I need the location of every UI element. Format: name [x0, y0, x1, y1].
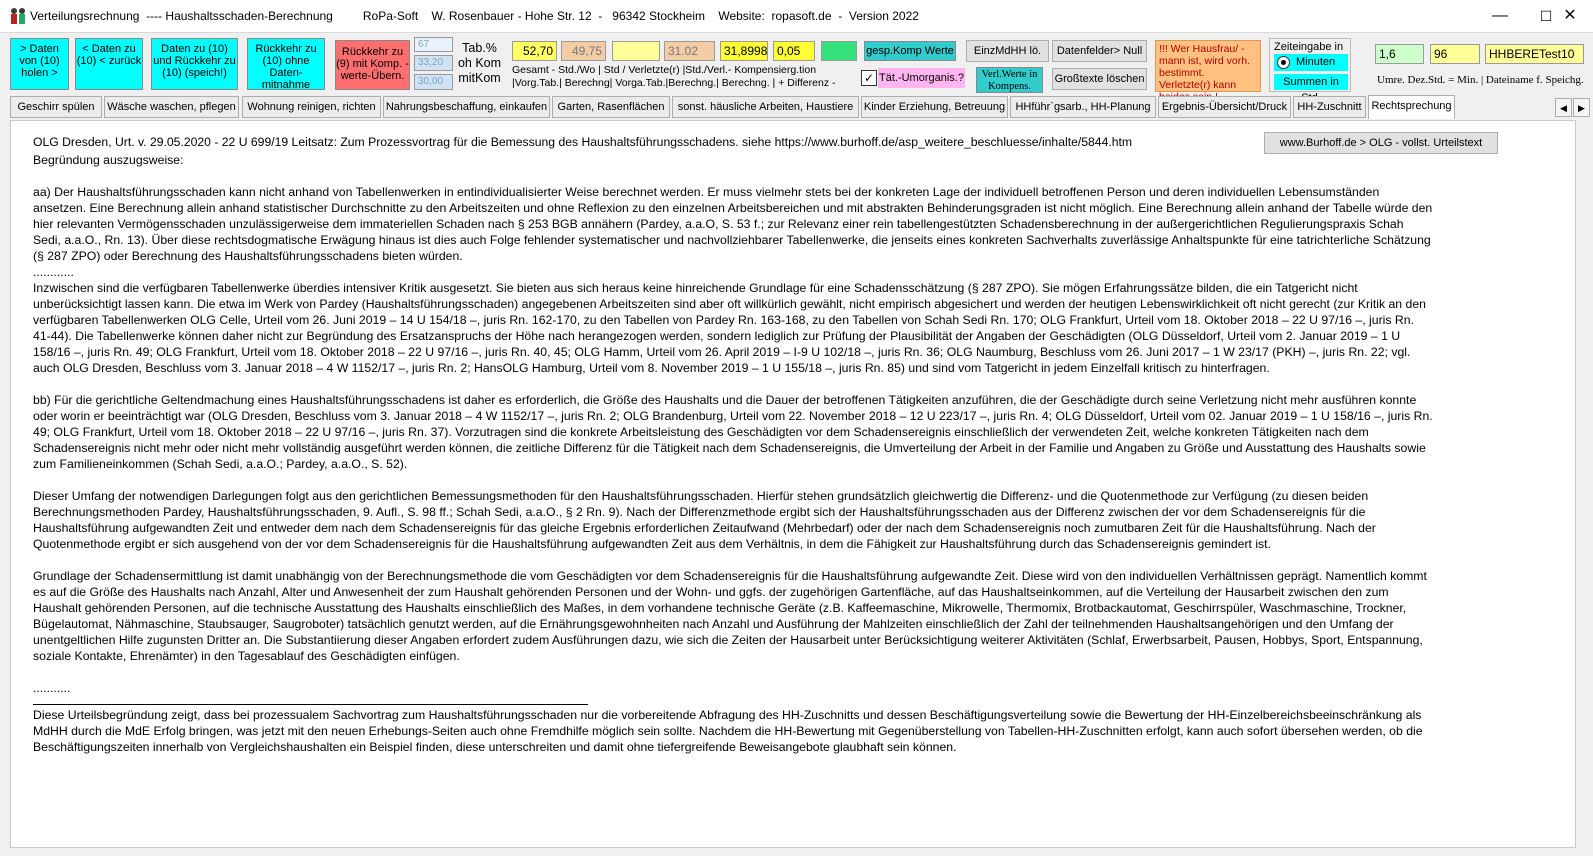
paragraph-bb: bb) Für die gerichtliche Geltendmachung eines Haushaltsführungsschadens ist daher es erforderlich, die Größe des Haushalts und die Dauer der betroffenen Tätigkeiten anzuführen, die der Geschädigte durch seine Verletzung nicht mehr ausführen konnte oder worin er beeinträchtigt war (OLG Dresden, Beschluss vom 3. Januar 2018 – 4 W 1152/17 –, juris Rn. 2; OLG Brandenburg, Urteil vom 22. November 2018 – 12 U 223/17 –, juris Rn. 4; OLG Düsseldorf, Urteil vom 02. Januar 2019 – 1 U 158/16 –, juris Rn. 49; OLG Frankfurt, Urteil vom 18. Oktober 2018 – 22 U 97/16 –, juris Rn. 37). Vorzutragen sind die konkrete Arbeitsleistung des Geschädigten vor dem Schadensereignis einschließlich der verwendeten Zeit, welche konkreten Tätigkeiten nach dem Schadensereignis nicht mehr oder nicht mehr vollständig ausgeführt werden können, die zeitliche Differenz für die Tätigkeit nach dem Schadensereignis, die Umverteilung der Arbeit in der Familie und Angaben zu Größe und Ausstattung des Haushalts sowie zum Familieneinkommen (Schah Sedi, a.a.O.; Pardey, a.a.O., S. 52).: [33, 393, 1433, 471]
tab-geschirr-spuelen[interactable]: Geschirr spülen: [10, 96, 102, 118]
paragraph-schadensermittlung: Grundlage der Schadensermittlung ist damit unabhängig von der Berechnungsmethode die vom Geschädigten vor dem Schadensereignis für die Haushaltsführung aufgewandte Zeit. Diese wird von den individuellen Verhältnissen geprägt. Namentlich kommt es auf die Größe des Haushalts nach Anzahl, Alter und Anwesenheit der zum Haushalt gehörenden Personen und der Wohn- und ggfs. der zugehörigen Gartenfläche, auf das Haushaltseinkommen, auf die Verteilung der Hausarbeit zwischen den zum Haushalt gehörenden Personen, auf die technische Ausstattung des Haushalts einschließlich des Maßes, in dem vorhandene technische Geräte (z.B. Kaffeemaschine, Mikrowelle, Thermomix, Brotbackautomat, Geschirrspüler, Waschmaschine, Trockner, Bügelautomat, Nähmaschine, Staubsauger, Saugroboter) tatsächlich genutzt werden, auf die Ernährungsgewohnheiten nach Anzahl und Ausführung der Mahlzeiten einschließlich der Zahl der teilnehmenden Haushaltsangehörigen und den Umfang der unentgeltlichen Hilfe zugunsten Dritter an. Die Substantiierung dieser Angaben erfordert zudem Ausführungen dazu, wie sich die Zeiten der Hausarbeit unter Berücksichtigung weiterer Aktivitäten (Schlaf, Erwerbsarbeit, Pausen, Hobbys, Sport, Entspannung, soziale Kontakte, Ehrenämter) in den Tagesablauf des Geschädigten einfügen.: [33, 569, 1427, 663]
tab-scroll-left-icon[interactable]: ◀: [1555, 98, 1572, 117]
minuten-label: Minuten: [1296, 56, 1336, 68]
umre-field[interactable]: 1,6: [1375, 44, 1424, 64]
title-bar: [0, 0, 1593, 33]
column-labels-row2: |Vorg.Tab.| Berechng| Vorga.Tab.|Berechng.| Berechng. | + Differenz -: [512, 77, 836, 89]
daten-zurueck-button[interactable]: < Daten zu (10) < zurück: [75, 38, 143, 90]
small-value-1[interactable]: 67: [414, 37, 453, 52]
maximize-button[interactable]: ☐: [1539, 8, 1553, 24]
tab-garten[interactable]: Garten, Rasenflächen: [552, 96, 670, 118]
gesp-komp-werte-button[interactable]: gesp.Komp Werte: [864, 41, 956, 61]
tab-wohnung-reinigen[interactable]: Wohnung reinigen, richten: [242, 96, 381, 118]
small-value-2[interactable]: 33,20: [414, 55, 453, 71]
tab-hh-planung[interactable]: HHführ`gsarb., HH-Planung: [1010, 96, 1156, 118]
paragraph-fazit: Diese Urteilsbegründung zeigt, dass bei prozessualem Sachvortrag zum Haushaltsführungsschaden nur die vorbereitende Abfragung des HH-Zuschnitts und dessen Beschäftigungsverteilung sowie die Bewertung der HH-Einzelbereichsbeeinschränkung als MdHH durch die MdE Erfolg bringen, was jetzt mit den neuen Erhebungs-Seiten auch ohne Fremdhilfe möglich sein sollte. Nachdem die HH-Bewertung mit Gegenüberstellung von Tabellen-HH-Zuschnitten erfolgt, kann auch sofort übersehen werden, ob die Beschäftigungszeiten innerhalb von Vergleichshaushalten ein Beispiel finden, diese unterschreiten und damit ohne tiefergreifende Beweisangebote glaubhaft sein können.: [33, 708, 1423, 754]
rueckkehr-ohne-daten-button[interactable]: Rückkehr zu (10) ohne Daten-mitnahme: [247, 38, 325, 90]
hausfrau-warning: !!! Wer Hausfrau/ -mann ist, wird vorh. bestimmt. Verletzte(r) kann: [1155, 40, 1261, 92]
umre-labels: Umre. Dez.Std. = Min. | Dateiname f. Speichg.: [1377, 74, 1584, 86]
verletzte-berechng-field[interactable]: 31.02: [664, 41, 715, 61]
tab-kinder-erziehung[interactable]: Kinder Erziehung, Betreuung: [861, 96, 1008, 118]
tab-percent-label: Tab.% oh Kom mitKom: [456, 41, 503, 91]
einzmdhh-loeschen-button[interactable]: EinzMdHH lö.: [966, 40, 1049, 62]
window-title: Verteilungsrechnung ---- Haushaltsschaden-Berechnung RoPa-Soft W. Rosenbauer - Hohe Str. 12 - 96342 Stockheim Website: ropasoft.de - Version 2022: [30, 9, 919, 23]
paragraph-aa: aa) Der Haushaltsführungsschaden kann nicht anhand von Tabellenwerken in entindividualisierter Weise berechnet werden. Er muss vielmehr stets bei der konkreten Lage der individuell betroffenen Person und deren individuellen Lebensumständen ansetzen. Eine Berechnung allein anhand statistischer Durchschnitte zu den Arbeitszeiten und ohne Reflexion zu den einzelnen Arbeitsbereichen und mit abstrakten Behinderungsgraden ist nicht möglich. Eine Berechnung allein anhand der Tabelle würde den hier relevanten Vermögensschaden unzulässigerweise dem immateriellen Schaden nach § 253 BGB annähern (Pardey, a.a.O, S. 53 f.; zur Relevanz einer rein tabellengestützten Schadensberechnung in der außergerichtlichen Regulierungspraxis Schah Sedi, a.a.O., Rn. 13). Über diese rechtsdogmatische Erwägung hinaus ist dies auch Folge fehlender systematischer und nachvollziehbarer Tabellenwerke, die jenseits eines konkreten Sachverhalts zuverlässige Anhaltspunkte für eine tatrichterliche Schätzung (§ 287 ZPO) oder Berechnung des Haushaltsführungsschadens bieten würden.: [33, 185, 1433, 263]
zeiteingabe-group: [1269, 38, 1351, 92]
tab-hh-zuschnitt[interactable]: HH-Zuschnitt: [1293, 96, 1366, 118]
grosstexte-loeschen-button[interactable]: Großtexte löschen: [1052, 68, 1147, 90]
green-status-field[interactable]: [821, 41, 857, 61]
close-button[interactable]: ✕: [1563, 7, 1577, 24]
tat-umorganis-checkbox[interactable]: ✓: [861, 70, 877, 86]
std-wo-berechng-field[interactable]: 49,75: [561, 41, 606, 61]
paragraph-bemessungsmethoden: Dieser Umfang der notwendigen Darlegungen folgt aus den gerichtlichen Bemessungsmethoden für den Haushaltsführungsschaden. Hierfür stehen grundsätzlich gleichwertig die Differenz- und die Quotenmethode zur Verfügung (zu diesen beiden Berechnungsmethoden Pardey, Haushaltsführungsschaden, 9. Aufl., S. 98 ff.; Schah Sedi, a.a.O., § 2 Rn. 9). Nach der Differenzmethode ergibt sich der Haushaltsführungsschaden aus der Differenz zwischen der vor dem Schadensereignis für die Haushaltsführung aufgewandten Zeit und entweder dem nach dem Schadensereignis für das gleiche Ergebnis erforderlichen Zeitaufwand (Mehrbedarf) oder der nach dem Schadensereignis noch zumutbaren Zeit für die Haushaltsführung. Nach der Quotenmethode ergibt er sich ausgehend von der vor dem Schadensereignis für die Haushaltsführung aufgewandten Zeit aus dem Verhältnis, in dem die Fähigkeit zur Haushaltsführung durch das Schadensereignis gemindert ist.: [33, 489, 1376, 551]
tab-sonst-haeusliche-arbeiten[interactable]: sonst. häusliche Arbeiten, Haustiere: [672, 96, 859, 118]
tab-ergebnis-uebersicht[interactable]: Ergebnis-Übersicht/Druck: [1158, 96, 1291, 118]
minimize-button[interactable]: —: [1492, 7, 1508, 24]
daten-holen-button[interactable]: > Daten von (10) holen >: [10, 38, 69, 90]
gesamt-vorg-tab-field[interactable]: 52,70: [512, 41, 557, 61]
kompensierung-berechng-field[interactable]: 31,8998: [720, 41, 768, 61]
summen-in-std-button[interactable]: Summen in: [1274, 74, 1348, 90]
small-value-3[interactable]: 30,00: [414, 74, 453, 90]
burhoff-link-button[interactable]: www.Burhoff.de > OLG - vollst. Urteilstext: [1264, 132, 1498, 154]
rueckkehr-mit-komp-button[interactable]: Rückkehr zu (9) mit Komp. -werte-Übern.: [335, 40, 410, 90]
daten-speichern-button[interactable]: Daten zu (10) und Rückkehr zu (10) (speich!): [151, 38, 238, 90]
std-vorga-tab-field[interactable]: [612, 41, 660, 61]
case-header: OLG Dresden, Urt. v. 29.05.2020 - 22 U 699/19 Leitsatz: Zum Prozessvortrag für die Bemessung des Haushaltsführungsschadens. siehe https://www.burhoff.de/asp_weitere_beschluesse/inhalte/5844.htm: [33, 135, 1133, 149]
paragraph-tabellen-kritik: Inzwischen sind die verfügbaren Tabellenwerke überdies intensiver Kritik ausgesetzt. Sie bieten aus sich heraus keine hinreichende Grundlage für eine Schadensschätzung (§ 287 ZPO). Sie mögen Erfahrungssätze bilden, die ein Tatgericht nicht unberücksichtigt lassen kann. Die etwa im Werk von Pardey (Haushaltsführungsschaden) angegebenen Arbeitszeiten sind aber oft willkürlich gewählt, nicht empirisch abgesichert und werden der heutigen Lebenswirklichkeit oft nicht gerecht (zur Kritik an den verfügbaren Tabellenwerken OLG Celle, Urteil vom 26. Juni 2019 – 14 U 154/18 –, juris Rn. 162-170, zu den Tabellen von Pardey Rn. 163-168, zu den Tabellen von Schah Sedi Rn. 170; OLG Frankfurt, Urteil vom 18. Oktober 2018 – 22 U 97/16 –, juris Rn. 41-44). Die Tabellenwerke können daher nicht zur Begründung des Ersatzanspruchs der Höhe nach herangezogen werden, sondern lediglich zur Prüfung der Plausibilität der Angaben der Geschädigten (OLG Düsseldorf, Urteil vom 2. Januar 2019 – 1 U 158/16 –, juris Rn. 49; OLG Frankfurt, Urteil vom 18. Oktober 2018 – 22 U 97/16 –, juris Rn. 40, 45; OLG Hamm, Urteil vom 26. April 2019 – I-9 U 102/18 –, juris Rn. 36; OLG Naumburg, Beschluss vom 26. Juni 2017 – 1 W 23/17 (PKH) –, juris Rn. 22; vgl. auch OLG Dresden, Beschluss vom 3. Januar 2018 – 4 W 1152/17 –, juris Rn. 2; HansOLG Hamburg, Urteil vom 8. November 2019 – 1 U 155/18 –, juris Rn. 85) und sind vom Tatgericht in jedem Einzelfall kritisch zu hinterfragen.: [33, 281, 1426, 375]
ellipsis-1: ............: [33, 265, 74, 279]
tat-umorganis-label: Tät.-Umorganis.?: [878, 68, 965, 88]
divider-line: [33, 696, 588, 705]
zeiteingabe-label: Zeiteingabe in: [1274, 41, 1344, 53]
tab-nahrungsbeschaffung[interactable]: Nahrungsbeschaffung, einkaufen: [383, 96, 550, 118]
ellipsis-2: ...........: [33, 681, 71, 695]
radio-circle-icon: [1277, 56, 1290, 69]
verl-werte-in-kompens-button[interactable]: Verl.Werte in Kompens.: [976, 67, 1043, 93]
datenfelder-null-button[interactable]: Datenfelder> Null: [1052, 40, 1147, 62]
tab-rechtsprechung[interactable]: Rechtsprechung: [1368, 95, 1455, 119]
tab-scroll-right-icon[interactable]: ▶: [1573, 98, 1590, 117]
tab-waesche-waschen[interactable]: Wäsche waschen, pflegen: [104, 96, 239, 118]
dez-std-field[interactable]: 96: [1430, 44, 1480, 64]
judgment-text: [33, 152, 1433, 755]
differenz-field[interactable]: 0,05: [773, 41, 815, 61]
rechtsprechung-panel: [10, 120, 1576, 848]
intro-line: Begründung auszugsweise:: [33, 153, 184, 167]
minuten-radio[interactable]: [1274, 54, 1348, 71]
app-people-icon: [8, 7, 28, 25]
column-labels-row1: Gesamt - Std./Wo | Std / Verletzte(r) |Std./Verl.- Kompensierg.tion: [512, 64, 817, 76]
dateiname-field[interactable]: HHBERETest10: [1485, 44, 1584, 64]
